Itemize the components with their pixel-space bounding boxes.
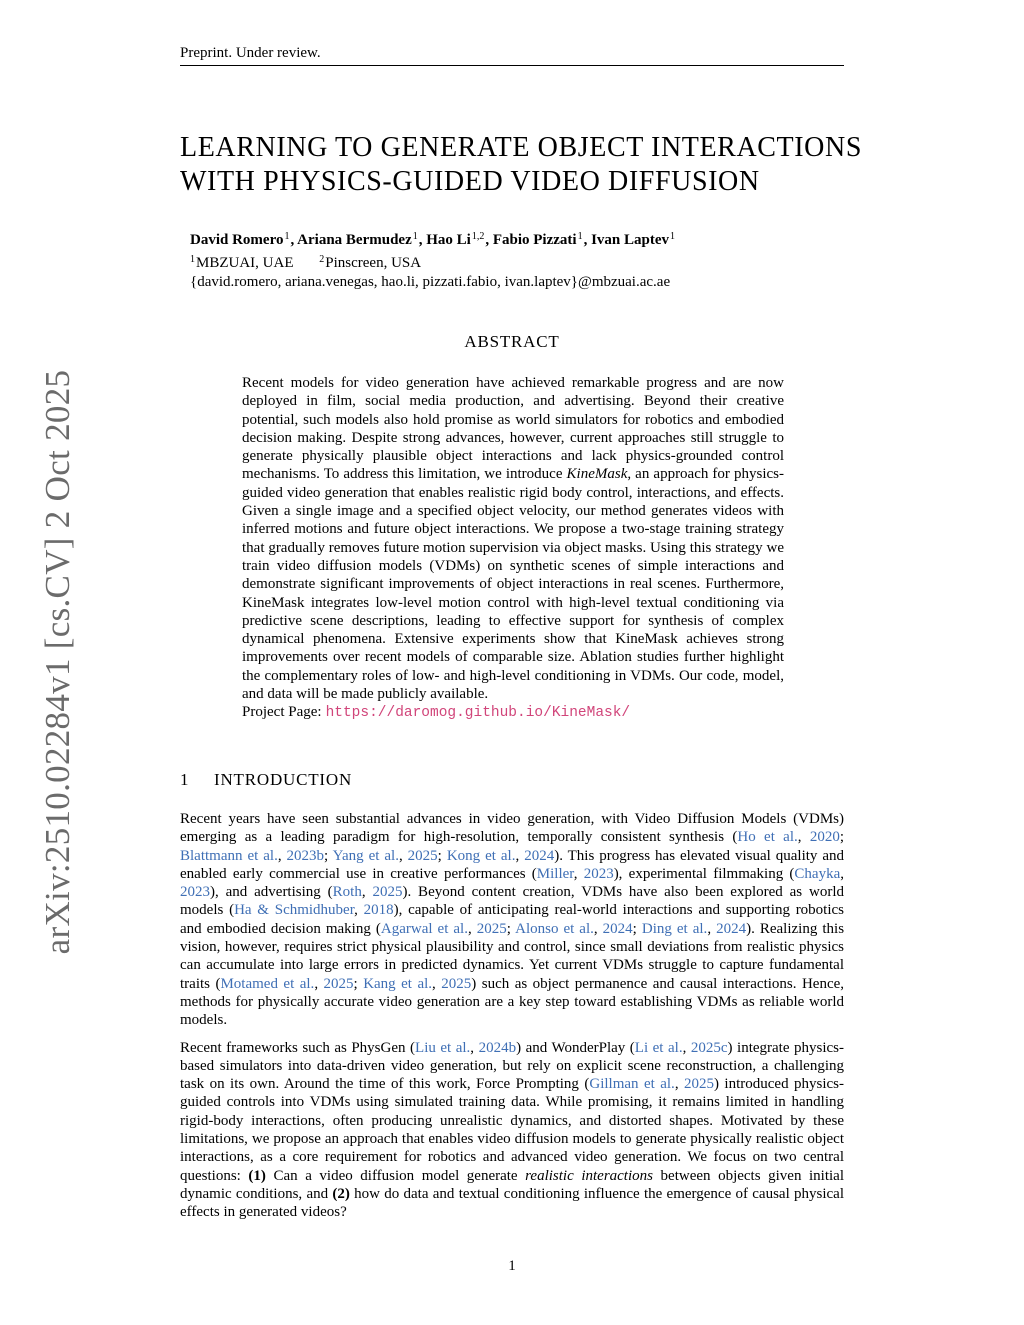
citation-link[interactable]: 2024b	[478, 1039, 517, 1056]
project-page-label: Project Page:	[242, 704, 322, 721]
body-text-run: Can a video diffusion model generate	[265, 1167, 526, 1184]
body-text-run: Recent frameworks such as PhysGen (	[180, 1039, 416, 1056]
citation-link[interactable]: Yang et al.	[332, 847, 399, 864]
citation-link[interactable]: Roth	[332, 884, 362, 901]
body-text-run: Recent years have seen substantial advances in video generation, with Video Diffusion Models (VDMs) emerging as a leading paradigm for high-resolution, temporally consistent synthesis (	[180, 811, 844, 846]
author-name: Fabio Pizzati	[492, 232, 577, 248]
author-affiliation-marker: 1	[284, 231, 290, 242]
body-text-run: ;	[353, 975, 364, 992]
citation-link[interactable]: 2025	[684, 1076, 714, 1093]
author-separator: ,	[290, 232, 298, 248]
body-text-run: ,	[354, 902, 364, 919]
citation-link[interactable]: Gillman et al.	[589, 1076, 675, 1093]
affiliation-1-marker: 1	[190, 254, 195, 265]
section-title: INTRODUCTION	[214, 770, 353, 789]
body-text-run: ,	[467, 920, 477, 937]
citation-link[interactable]: Agarwal et al.	[380, 920, 468, 937]
author-separator: ,	[485, 232, 493, 248]
citation-link[interactable]: 2020	[809, 829, 840, 846]
body-text-run: ,	[277, 847, 287, 864]
author-emails: {david.romero, ariana.venegas, hao.li, pizzati.fabio, ivan.laptev}@mbzuai.ac.ae	[190, 274, 671, 290]
citation-link[interactable]: 2023	[583, 865, 614, 882]
abstract-text-1: Recent models for video generation have achieved remarkable progress and are now deployed in film, social media production, and advertising. Beyond their creative potential, such models also hold promise as world simulators for robotics and embodied decision making. Despite strong advances, however, current approaches still struggle to generate physically plausible object interactions and lack physics-grounded control mechanisms. To address this limitation, we introduce	[242, 375, 784, 483]
citation-link[interactable]: Li et al.	[634, 1039, 683, 1056]
bold-marker: (2)	[332, 1185, 350, 1202]
paper-title	[180, 131, 862, 199]
body-text-run: ;	[506, 920, 516, 937]
citation-link[interactable]: Kong et al.	[446, 847, 516, 864]
body-text-run: ) such as object permanence and causal interactions. Hence, methods for physically accurate video generation are a key step toward establishing VDMs as reliable world models.	[180, 975, 845, 1029]
body-text-run: ) and WonderPlay (	[516, 1039, 635, 1056]
body-text-run: ,	[797, 829, 810, 846]
citation-link[interactable]: 2025	[476, 920, 507, 937]
author-block	[190, 227, 840, 292]
arxiv-identifier: arXiv:2510.02284v1 [cs.CV] 2 Oct 2025	[38, 369, 77, 955]
body-text-run: ), and advertising (	[210, 884, 333, 901]
citation-link[interactable]: Ho et al.	[737, 829, 798, 846]
citation-link[interactable]: 2024	[524, 847, 555, 864]
author-affiliation-marker: 1	[577, 231, 583, 242]
body-text-run: ,	[707, 920, 717, 937]
citation-link[interactable]: Blattmann et al.	[180, 847, 278, 864]
introduction-body	[180, 810, 844, 1231]
body-text-run: between objects given initial dynamic conditions, and	[180, 1167, 845, 1202]
body-text-run: ), experimental filmmaking (	[613, 865, 795, 882]
citation-link[interactable]: 2025	[323, 975, 354, 992]
body-text-run: ,	[314, 975, 324, 992]
body-text-run: ). Beyond content creation, VDMs have also been explored as world models (	[180, 884, 844, 919]
body-text-run: ,	[515, 847, 525, 864]
paragraph-1	[180, 810, 844, 1030]
author-name: David Romero	[190, 232, 284, 248]
project-page-link[interactable]: https://daromog.github.io/KineMask/	[325, 705, 631, 722]
section-number: 1	[180, 770, 190, 789]
body-text-run: ,	[432, 975, 442, 992]
author-affiliation-marker: 1,2	[471, 231, 485, 242]
body-text-run: ,	[682, 1039, 691, 1056]
title-line-1: LEARNING TO GENERATE OBJECT INTERACTIONS	[180, 132, 862, 163]
body-text-run: ). This progress has elevated visual quality and enabled early commercial use in creative performances (	[180, 847, 845, 882]
affiliation-2: Pinscreen, USA	[325, 255, 422, 271]
citation-link[interactable]: 2025	[441, 975, 472, 992]
citation-link[interactable]: Ha & Schmidhuber	[234, 902, 355, 919]
body-text-run: ,	[674, 1076, 684, 1093]
body-text-run: ;	[632, 920, 642, 937]
citation-link[interactable]: 2023b	[286, 847, 325, 864]
paragraph-2	[180, 1039, 844, 1222]
affiliation-1: MBZUAI, UAE	[196, 255, 294, 271]
citation-link[interactable]: Alonso et al.	[515, 920, 594, 937]
citation-link[interactable]: Miller	[536, 865, 574, 882]
body-text-run: ;	[839, 829, 845, 846]
body-text-run: ,	[593, 920, 603, 937]
body-text-run: ,	[573, 865, 584, 882]
body-text-run: ). Realizing this vision, however, requires strict physical plausibility and control, since small deviations from realistic physics can accumulate into large errors in predicted dynamics. Yet current VDMs struggle to capture fundamental traits (	[180, 920, 845, 992]
body-text-run: ) introduced physics-guided controls into VDMs using simulated training data. While promising, it remains limited in handling rigid-body interactions, often producing unrealistic dynamics, and distorted shapes. Motivated by these limitations, we propose an approach that enables video diffusion models to generate physically realistic object interactions, as a core requirement for robotics and advanced video generation. We focus on two central questions:	[180, 1076, 845, 1184]
author-names	[190, 227, 840, 250]
citation-link[interactable]: 2024	[716, 920, 747, 937]
bold-marker: (1)	[248, 1167, 266, 1184]
body-text-run: ) integrate physics-based simulators into data-driven video generation, but rely on explicit scene reconstruction, a challenging task on its own. Around the time of this work, Force Prompting (	[180, 1039, 845, 1093]
title-line-2: WITH PHYSICS-GUIDED VIDEO DIFFUSION	[180, 166, 760, 197]
body-text-run: ,	[840, 865, 844, 882]
affiliations	[190, 250, 840, 273]
citation-link[interactable]: 2025c	[690, 1039, 728, 1056]
author-separator: ,	[583, 232, 592, 248]
emphasis-text: realistic interactions	[525, 1167, 653, 1184]
abstract-text-2: , an approach for physics-guided video generation that enables realistic rigid body control, interactions, and effects. Given a single image and a specified object velocity, our method generates videos with inferred motions and future object interactions. We propose a two-stage training strategy that gradually removes future motion supervision via object masks. Using this strategy we train video diffusion models (VDMs) on synthetic scenes of simple interactions and demonstrate significant improvements of object interactions in real scenes. Furthermore, KineMask integrates low-level motion control with high-level textual conditioning via predictive scene descriptions, leading to effective support for synthesis of complex dynamical phenomena. Extensive experiments show that KineMask achieves strong improvements over recent models of comparable size. Ablation studies further highlight the complementary roles of low- and high-level conditioning in VDMs. Our code, model, and data will be made publicly available.	[242, 466, 784, 703]
body-text-run: ,	[361, 884, 373, 901]
body-text-run: ;	[437, 847, 447, 864]
author-affiliation-marker: 1	[670, 231, 675, 242]
abstract-heading: ABSTRACT	[464, 332, 560, 351]
citation-link[interactable]: 2025	[407, 847, 438, 864]
abstract-body	[242, 374, 784, 723]
citation-link[interactable]: 2024	[602, 920, 633, 937]
author-separator: ,	[418, 232, 427, 248]
author-name: Hao Li	[426, 232, 471, 248]
page-number: 1	[508, 1258, 516, 1274]
citation-link[interactable]: 2023	[180, 884, 210, 901]
method-name: KineMask	[566, 466, 628, 483]
citation-link[interactable]: Kang et al.	[363, 975, 433, 992]
body-text-run: ,	[470, 1039, 479, 1056]
author-name: Ariana Bermudez	[297, 232, 412, 248]
affiliation-2-marker: 2	[319, 254, 325, 265]
author-name: Ivan Laptev	[591, 232, 669, 248]
citation-link[interactable]: Motamed et al.	[220, 975, 315, 992]
citation-link[interactable]: Liu et al.	[415, 1039, 471, 1056]
citation-link[interactable]: 2025	[372, 884, 403, 901]
author-affiliation-marker: 1	[412, 231, 418, 242]
citation-link[interactable]: Chayka	[794, 865, 841, 882]
body-text-run: how do data and textual conditioning influence the emergence of causal physical effects in generated videos?	[180, 1185, 845, 1221]
body-text-run: ), capable of anticipating real-world interactions and supporting robotics and embodied decision making (	[180, 902, 845, 937]
body-text-run: ,	[398, 847, 408, 864]
running-head: Preprint. Under review.	[180, 44, 844, 66]
section-heading-introduction	[180, 770, 844, 790]
body-text-run: ;	[324, 847, 333, 864]
citation-link[interactable]: Ding et al.	[641, 920, 708, 937]
citation-link[interactable]: 2018	[363, 902, 394, 919]
